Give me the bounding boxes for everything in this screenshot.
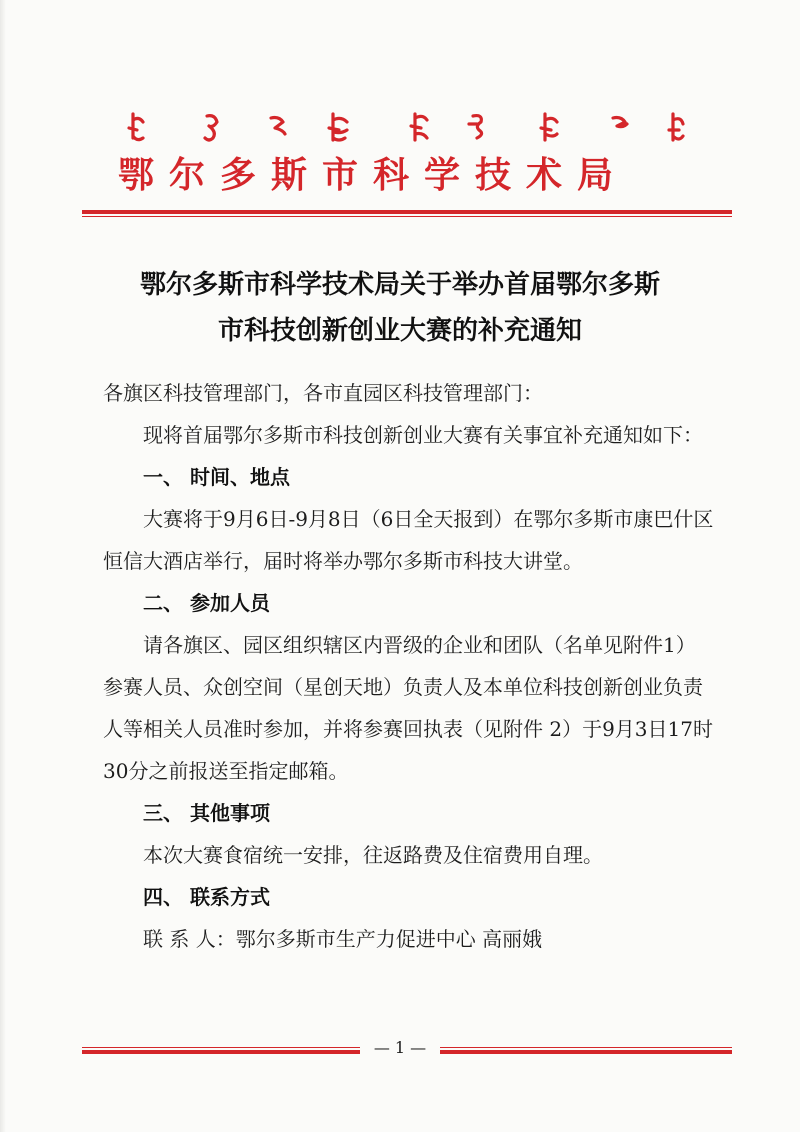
mongolian-word-7 (541, 114, 557, 140)
mongolian-word-2 (205, 116, 217, 140)
intro-paragraph: 现将首届鄂尔多斯市科技创新创业大赛有关事宜补充通知如下： (143, 423, 703, 447)
mongolian-word-5 (411, 114, 427, 140)
mongolian-word-1 (129, 114, 143, 140)
mongolian-word-6 (469, 116, 482, 138)
title-line-2: 市科技创新创业大赛的补充通知 (217, 316, 582, 346)
section-heading-time-place: 一、 时间、地点 (143, 465, 290, 489)
agency-masthead: 鄂尔多斯市科学技术局 (118, 155, 629, 196)
mongolian-word-3 (271, 118, 285, 135)
section-heading-contact: 四、 联系方式 (143, 885, 270, 909)
section-heading-other-matters: 三、 其他事项 (143, 801, 270, 825)
title-line-1: 鄂尔多斯市科学技术局关于举办首届鄂尔多斯 (139, 270, 660, 300)
salutation: 各旗区科技管理部门，各市直园区科技管理部门： (103, 381, 543, 405)
section-heading-participants: 二、 参加人员 (143, 591, 270, 615)
document-body (103, 372, 715, 960)
section-body-contact: 联 系 人：鄂尔多斯市生产力促进中心 高丽娥 (143, 927, 543, 951)
mongolian-script-line (125, 108, 685, 144)
mongolian-word-8 (613, 118, 627, 127)
header-red-rule (82, 210, 732, 217)
document-title (90, 262, 710, 354)
mongolian-word-9 (669, 114, 683, 140)
section-body-participants: 请各旗区、园区组织辖区内晋级的企业和团队（名单见附件1）参赛人员、众创空间（星创天地）负责人及本单位科技创新创业负责人等相关人员准时参加，并将参赛回执表（见附件 2）于9月3日17时30分之前报送至指定邮箱。 (103, 633, 713, 783)
section-body-other-matters: 本次大赛食宿统一安排，往返路费及住宿费用自理。 (143, 843, 603, 867)
section-body-time-place: 大赛将于9月6日-9月8日（6日全天报到）在鄂尔多斯市康巴什区恒信大酒店举行，届时将举办鄂尔多斯市科技大讲堂。 (103, 507, 714, 573)
mongolian-word-4 (329, 114, 347, 140)
page-edge-shadow (0, 0, 6, 1132)
page-number: — 1 — (360, 1037, 440, 1059)
